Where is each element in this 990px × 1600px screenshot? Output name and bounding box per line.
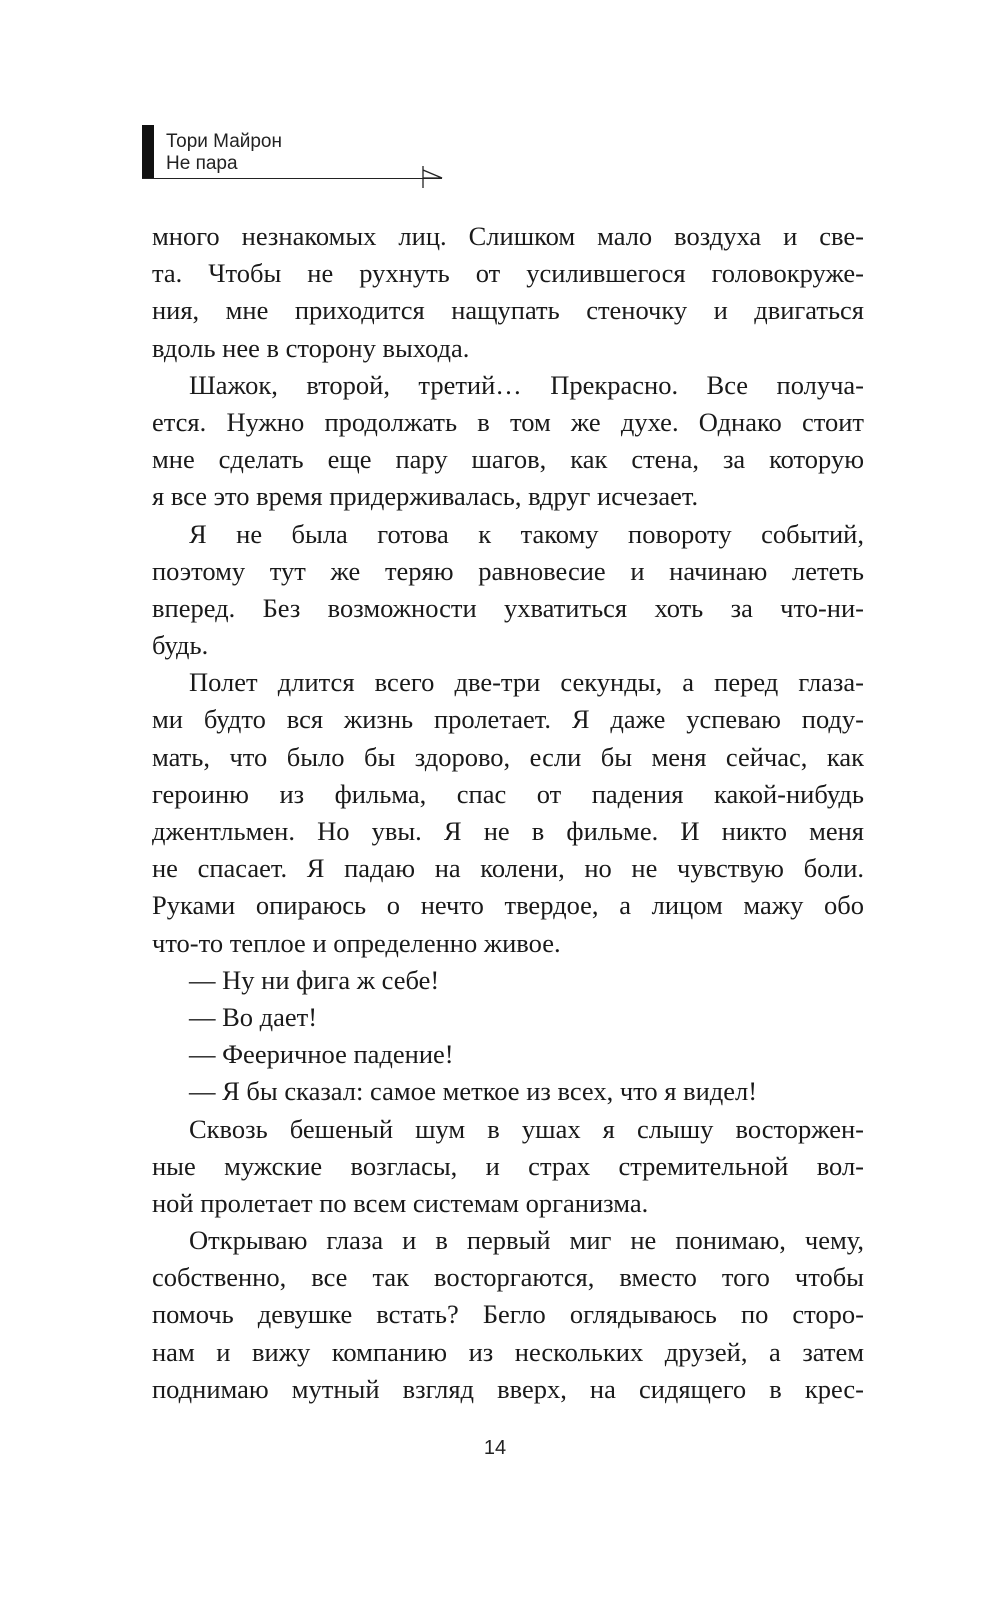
text-line: нам и вижу компанию из нескольких друзей, а затем	[152, 1336, 864, 1367]
text-line: поэтому тут же теряю равновесие и начинаю лететь	[152, 555, 864, 586]
text-line: помочь девушке встать? Бегло оглядываюсь по сторо-	[152, 1299, 864, 1330]
text-line: вперед. Без возможности ухватиться хоть за что-ни-	[152, 592, 864, 623]
text-line: — Я бы сказал: самое меткое из всех, что я видел!	[189, 1076, 758, 1107]
running-head	[142, 125, 452, 185]
text-line: ной пролетает по всем системам организма.	[152, 1187, 649, 1218]
text-line: Сквозь бешеный шум в ушах я слышу восторжен-	[189, 1113, 864, 1144]
text-line: Шажок, второй, третий… Прекрасно. Все получа-	[189, 369, 864, 400]
text-line: Полет длится всего две-три секунды, а перед глаза-	[189, 667, 864, 698]
running-head-title: Не пара	[166, 153, 238, 174]
text-line: — Ну ни фига ж себе!	[189, 964, 440, 995]
text-line: Открываю глаза и в первый миг не понимаю, чему,	[189, 1225, 864, 1256]
text-line: мать, что было бы здорово, если бы меня сейчас, как	[152, 741, 864, 772]
text-line: та. Чтобы не рухнуть от усилившегося головокруже-	[152, 258, 864, 289]
text-line: ные мужские возгласы, и страх стремительной вол-	[152, 1150, 864, 1181]
running-head-bar	[142, 125, 154, 178]
text-line: Я не была готова к такому повороту событий,	[189, 518, 864, 549]
text-line: собственно, все так восторгаются, вместо того чтобы	[152, 1262, 864, 1293]
page-number: 14	[483, 1437, 507, 1459]
running-head-rule	[142, 178, 442, 179]
text-line: — Фееричное падение!	[189, 1039, 454, 1070]
body-text	[152, 218, 864, 1408]
text-line: джентльмен. Но увы. Я не в фильме. И никто меня	[152, 816, 864, 846]
text-line: Руками опираюсь о нечто твердое, а лицом мажу обо	[152, 890, 864, 921]
text-line: поднимаю мутный взгляд вверх, на сидящего в крес-	[152, 1373, 864, 1404]
text-line: много незнакомых лиц. Слишком мало воздуха и све-	[152, 221, 864, 251]
text-line: не спасает. Я падаю на колени, но не чувствую боли.	[152, 853, 864, 884]
text-line: мне сделать еще пару шагов, как стена, за которую	[152, 444, 864, 475]
flag-ornament-icon	[422, 165, 446, 189]
text-line: — Во дает!	[189, 1001, 318, 1032]
text-line: что-то теплое и определенно живое.	[152, 927, 561, 958]
text-line: я все это время придерживалась, вдруг исчезает.	[152, 481, 699, 512]
text-line: вдоль нее в сторону выхода.	[152, 332, 470, 363]
text-line: ми будто вся жизнь пролетает. Я даже успеваю поду-	[152, 704, 864, 735]
running-head-author: Тори Майрон	[166, 131, 282, 152]
text-line: ется. Нужно продолжать в том же духе. Однако стоит	[152, 406, 864, 437]
text-line: ния, мне приходится нащупать стеночку и двигаться	[152, 295, 864, 326]
text-line: будь.	[152, 630, 209, 661]
text-line: героиню из фильма, спас от падения какой-нибудь	[152, 778, 864, 809]
